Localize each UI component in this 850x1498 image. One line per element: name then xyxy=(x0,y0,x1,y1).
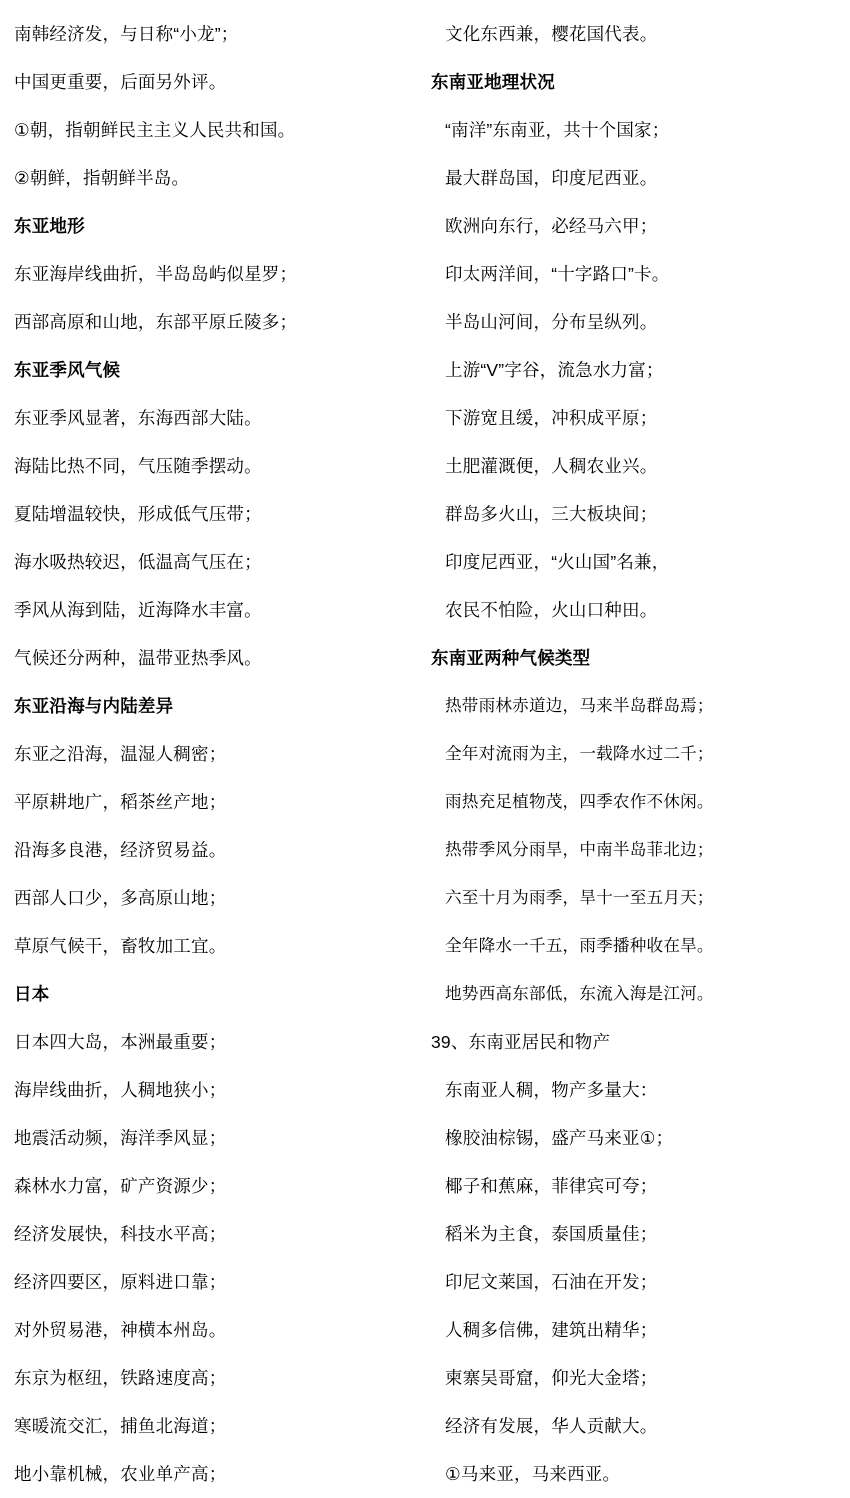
section-heading: 东亚季风气候 xyxy=(14,360,121,380)
text-line: 海岸线曲折，人稠地狭小； xyxy=(14,1080,227,1100)
text-line: 印太两洋间，“十字路口”卡。 xyxy=(445,264,670,284)
text-line: 西部人口少，多高原山地； xyxy=(14,888,227,908)
text-line: 下游宽且缓，冲积成平原； xyxy=(445,408,658,428)
text-line: 海水吸热较迟，低温高气压在； xyxy=(14,552,262,572)
right-text-column xyxy=(425,10,836,1498)
text-line: 热带雨林赤道边，马来半岛群岛焉； xyxy=(445,696,714,715)
text-line: 地小靠机械，农业单产高； xyxy=(14,1464,227,1484)
text-line: ②朝鲜，指朝鲜半岛。 xyxy=(14,168,190,188)
text-line: 地震活动频，海洋季风显； xyxy=(14,1128,227,1148)
text-line: 草原气候干，畜牧加工宜。 xyxy=(14,936,227,956)
text-line: 东亚季风显著，东海西部大陆。 xyxy=(14,408,262,428)
text-line: 东亚之沿海，温湿人稠密； xyxy=(14,744,227,764)
text-line: ①朝，指朝鲜民主主义人民共和国。 xyxy=(14,120,296,140)
section-heading: 东亚地形 xyxy=(14,216,85,236)
text-line: ①马来亚，马来西亚。 xyxy=(445,1464,621,1484)
two-column-layout xyxy=(14,10,836,1484)
text-line: 经济发展快，科技水平高； xyxy=(14,1224,227,1244)
text-line: 热带季风分雨旱，中南半岛菲北边； xyxy=(445,840,714,859)
section-heading: 东亚沿海与内陆差异 xyxy=(14,696,174,716)
text-line: 经济四要区，原料进口靠； xyxy=(14,1272,227,1292)
text-line: 上游“V”字谷，流急水力富； xyxy=(445,360,664,380)
text-line: 东京为枢纽，铁路速度高； xyxy=(14,1368,227,1388)
text-line: 椰子和蕉麻，菲律宾可夸； xyxy=(445,1176,658,1196)
text-line: 东南亚人稠，物产多量大： xyxy=(445,1080,658,1100)
text-line: 对外贸易港，神横本州岛。 xyxy=(14,1320,227,1340)
text-line: 土肥灌溉便，人稠农业兴。 xyxy=(445,456,658,476)
text-line: 半岛山河间，分布呈纵列。 xyxy=(445,312,658,332)
text-line: 西部高原和山地，东部平原丘陵多； xyxy=(14,312,298,332)
text-line: 欧洲向东行，必经马六甲； xyxy=(445,216,658,236)
text-line: 海陆比热不同，气压随季摆动。 xyxy=(14,456,262,476)
text-line: 寒暖流交汇，捕鱼北海道； xyxy=(14,1416,227,1436)
text-line: 柬寨吴哥窟，仰光大金塔； xyxy=(445,1368,658,1388)
text-line: 雨热充足植物茂，四季农作不休闲。 xyxy=(445,792,714,811)
text-line: 森林水力富，矿产资源少； xyxy=(14,1176,227,1196)
text-line: 六至十月为雨季，旱十一至五月天； xyxy=(445,888,714,907)
text-line: 夏陆增温较快，形成低气压带； xyxy=(14,504,262,524)
text-line: 人稠多信佛，建筑出精华； xyxy=(445,1320,658,1340)
text-line: 季风从海到陆，近海降水丰富。 xyxy=(14,600,262,620)
text-line: 群岛多火山，三大板块间； xyxy=(445,504,658,524)
text-line: 稻米为主食，泰国质量佳； xyxy=(445,1224,658,1244)
text-line: 中国更重要，后面另外评。 xyxy=(14,72,227,92)
text-line: “南洋”东南亚，共十个国家； xyxy=(445,120,670,140)
text-line: 东亚海岸线曲折，半岛岛屿似星罗； xyxy=(14,264,298,284)
text-line: 沿海多良港，经济贸易益。 xyxy=(14,840,227,860)
text-line: 气候还分两种，温带亚热季风。 xyxy=(14,648,262,668)
text-line: 平原耕地广，稻茶丝产地； xyxy=(14,792,227,812)
text-line: 印尼文莱国，石油在开发； xyxy=(445,1272,658,1292)
section-heading: 东南亚地理状况 xyxy=(431,72,555,92)
text-line: 文化东西兼，樱花国代表。 xyxy=(445,24,658,44)
text-line: 农民不怕险，火山口种田。 xyxy=(445,600,658,620)
text-line: 最大群岛国，印度尼西亚。 xyxy=(445,168,658,188)
text-line: 经济有发展，华人贡献大。 xyxy=(445,1416,658,1436)
left-text-column xyxy=(14,10,425,1498)
text-line: 南韩经济发，与日称“小龙”； xyxy=(14,24,239,44)
text-line: 橡胶油棕锡，盛产马来亚①； xyxy=(445,1128,674,1148)
text-line: 印度尼西亚，“火山国”名兼， xyxy=(445,552,670,572)
text-line: 日本四大岛，本洲最重要； xyxy=(14,1032,227,1052)
section-heading: 日本 xyxy=(14,984,50,1004)
text-line: 39、东南亚居民和物产 xyxy=(431,1032,611,1052)
text-line: 全年对流雨为主，一载降水过二千； xyxy=(445,744,714,763)
section-heading: 东南亚两种气候类型 xyxy=(431,648,591,668)
text-line: 全年降水一千五，雨季播种收在旱。 xyxy=(445,936,714,955)
text-line: 地势西高东部低，东流入海是江河。 xyxy=(445,984,714,1003)
